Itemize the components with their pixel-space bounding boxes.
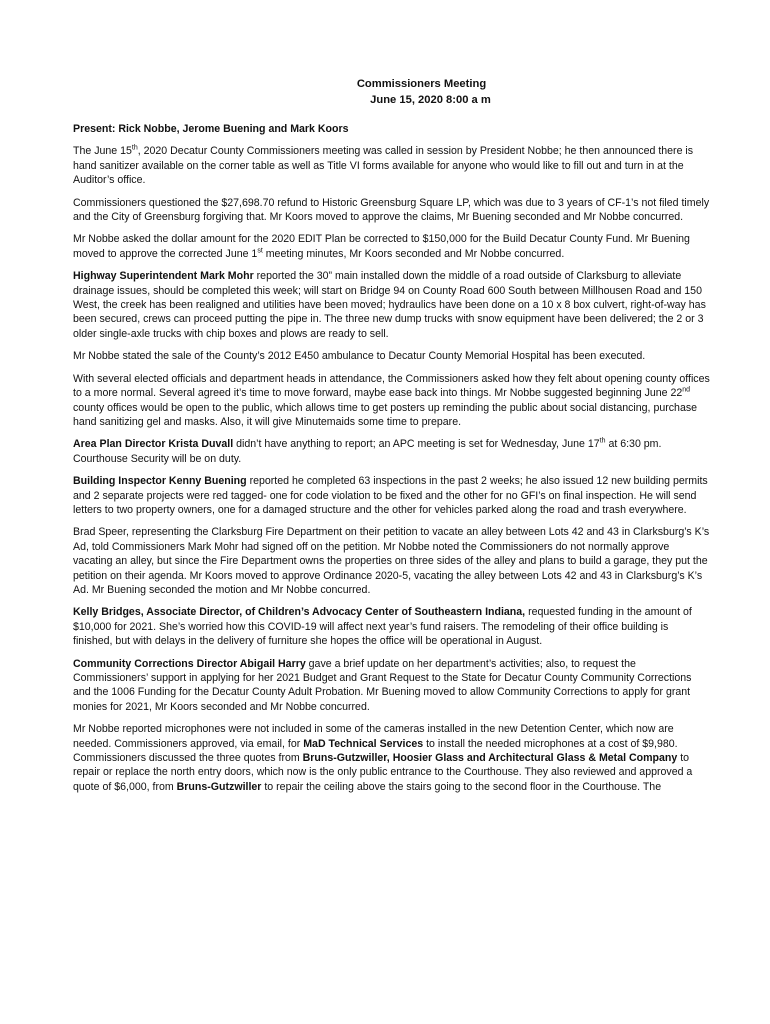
paragraph-community-corrections [73,657,710,715]
attendance-text: Present: Rick Nobbe, Jerome Buening and Mark Koors [73,123,349,135]
paragraph-opening [73,144,710,187]
detention-text-d: to repair the ceiling above the stairs going to the second floor in the Courthouse. The [261,780,662,793]
ordinal-suffix: th [131,144,138,152]
highway-text: reported the 30” main installed down the middle of a road outside of Clarksburg to alleviate drainage issues, should be completed this week; will start on Bridge 94 on County Road 600 South between Millhousen Road and 150 West, the creek has been realigned and utilities have been moved; hydraulics have been done on a 10 x 8 box culvert, right-of-way has been secured, crews can proceed putting the pipe in. The three new dump trucks with snow equipment have been delivered; the 2 or 3 older single-axle trucks with chip boxes and plows are ready to sell. [73,270,706,340]
area-plan-speaker: Area Plan Director Krista Duvall [73,438,234,451]
detention-text-b: to install the needed microphones at a cost of $9,980. Commissioners discussed the three quotes from [73,737,678,765]
corrections-text: gave a brief update on her department’s activities; also, to request the Commissioners’ support in applying for her 2021 Budget and Grant Request to the State for Decatur County Community Corrections and the 1006 Funding for the Decatur County Adult Probation. Mr Buening moved to allow Community Corrections to apply for grant monies for 2021, Mr Koors seconded and Mr Nobbe concurred. [73,657,692,713]
meeting-date: June 15, 2020 8:00 a m [370,94,491,106]
paragraph-ambulance: Mr Nobbe stated the sale of the County’s 2012 E450 ambulance to Decatur County Memorial Hospital has been executed. [73,350,646,363]
paragraph-detention-center [73,722,710,794]
detention-text-a: Mr Nobbe reported microphones were not included in some of the cameras installed in the new Detention Center, which now are needed. Commissioners approved, via email, for [73,723,674,750]
paragraph-advocacy-center [73,605,710,648]
ordinal-suffix: st [257,247,263,255]
attendance-line [73,122,710,136]
advocacy-speaker: Kelly Bridges, Associate Director, of Children’s Advocacy Center of Southeastern Indiana, [73,606,526,619]
area-plan-text-b: at 6:30 pm. Courthouse Security will be on duty. [73,438,662,465]
opening-text-b: , 2020 Decatur County Commissioners meeting was called in session by President Nobbe; he then announced there is hand sanitizer available on the corner table as well as Title VI forms available for anyone who would like to fill out and turn in at the Auditor’s office. [73,145,694,187]
ordinal-suffix: th [599,437,606,445]
offices-text-b: county offices would be open to the public, which allows time to get posters up reminding the public about social distancing, purchase hand sanitizing gel and masks. Also, it will give Minutemaids some time to prepare. [73,401,698,428]
detention-text-c: to repair or replace the north entry doors, which now is the only public entrance to the Courthouse. They also reviewed and approved a quote of $6,000, from [73,752,693,793]
ordinal-suffix: nd [682,386,691,394]
corrections-speaker: Community Corrections Director Abigail Harry [73,657,306,670]
paragraph-refund: Commissioners questioned the $27,698.70 refund to Historic Greensburg Square LP, which was due to 3 years of CF-1’s not filed timely and the City of Greensburg forgiving that. Mr Koors moved to approve the claims, Mr Buening seconded and Mr Nobbe concurred. [73,196,710,224]
edit-plan-text-a: Mr Nobbe asked the dollar amount for the 2020 EDIT Plan be corrected to $150,000 for the Build Decatur County Fund. Mr Buening moved to approve the corrected June 1 [73,233,690,260]
offices-text-a: With several elected officials and department heads in attendance, the Commissioners asked how they felt about opening county offices to a more normal. Several agreed it’s time to move forward, maybe ease back into things. Mr Nobbe suggested beginning June 22 [73,372,710,400]
highway-speaker: Highway Superintendent Mark Mohr [73,270,254,283]
document-title: Commissioners Meeting [356,78,487,90]
paragraph-area-plan [73,437,710,466]
advocacy-text: requested funding in the amount of $10,000 for 2021. She’s worried how this COVID-19 will affect next year’s fund raisers. The remodeling of their office building is finished, but with delays in the delivery of furniture she hopes the office will be operational in August. [73,606,692,648]
vendor-mad-technical: MaD Technical Services [303,737,424,750]
paragraph-edit-plan [73,232,710,261]
vendor-quotes: Bruns-Gutzwiller, Hoosier Glass and Architectural Glass & Metal Company [302,752,678,765]
paragraph-county-offices [73,372,710,430]
area-plan-text-a: didn’t have anything to report; an APC meeting is set for Wednesday, June 17 [233,438,600,451]
opening-text-a: The June 15 [73,145,132,158]
paragraph-building-inspector [73,474,710,517]
paragraph-alley-vacation: Brad Speer, representing the Clarksburg Fire Department on their petition to vacate an alley between Lots 42 and 43 in Clarksburg’s K’s Ad, told Commissioners Mark Mohr had signed off on the petition. Mr Nobbe noted the Commissioners do not normally approve vacating an alley, but since the Fire Department owns the properties on three sides of the alley and plans to build a garage, they put the petition on their agenda. Mr Koors moved to approve Ordinance 2020-5, vacating the alley between Lots 42 and 43 in Clarksburg’s K’s Ad. Mr Buening seconded the motion and Mr Nobbe concurred. [73,526,710,596]
paragraph-highway [73,269,710,341]
building-inspector-speaker: Building Inspector Kenny Buening [73,475,247,488]
building-inspector-text: reported he completed 63 inspections in the past 2 weeks; he also issued 12 new building permits and 2 separate projects were red tagged- one for code violation to be fixed and the other for no GFI’s on final inspection. He will send letters to two property owners, one for a damaged structure and the other for vehicles parked along the road and trash everywhere. [73,475,708,516]
edit-plan-text-b: meeting minutes, Mr Koors seconded and Mr Nobbe concurred. [262,247,565,260]
vendor-bruns-gutzwiller: Bruns-Gutzwiller [176,780,262,793]
